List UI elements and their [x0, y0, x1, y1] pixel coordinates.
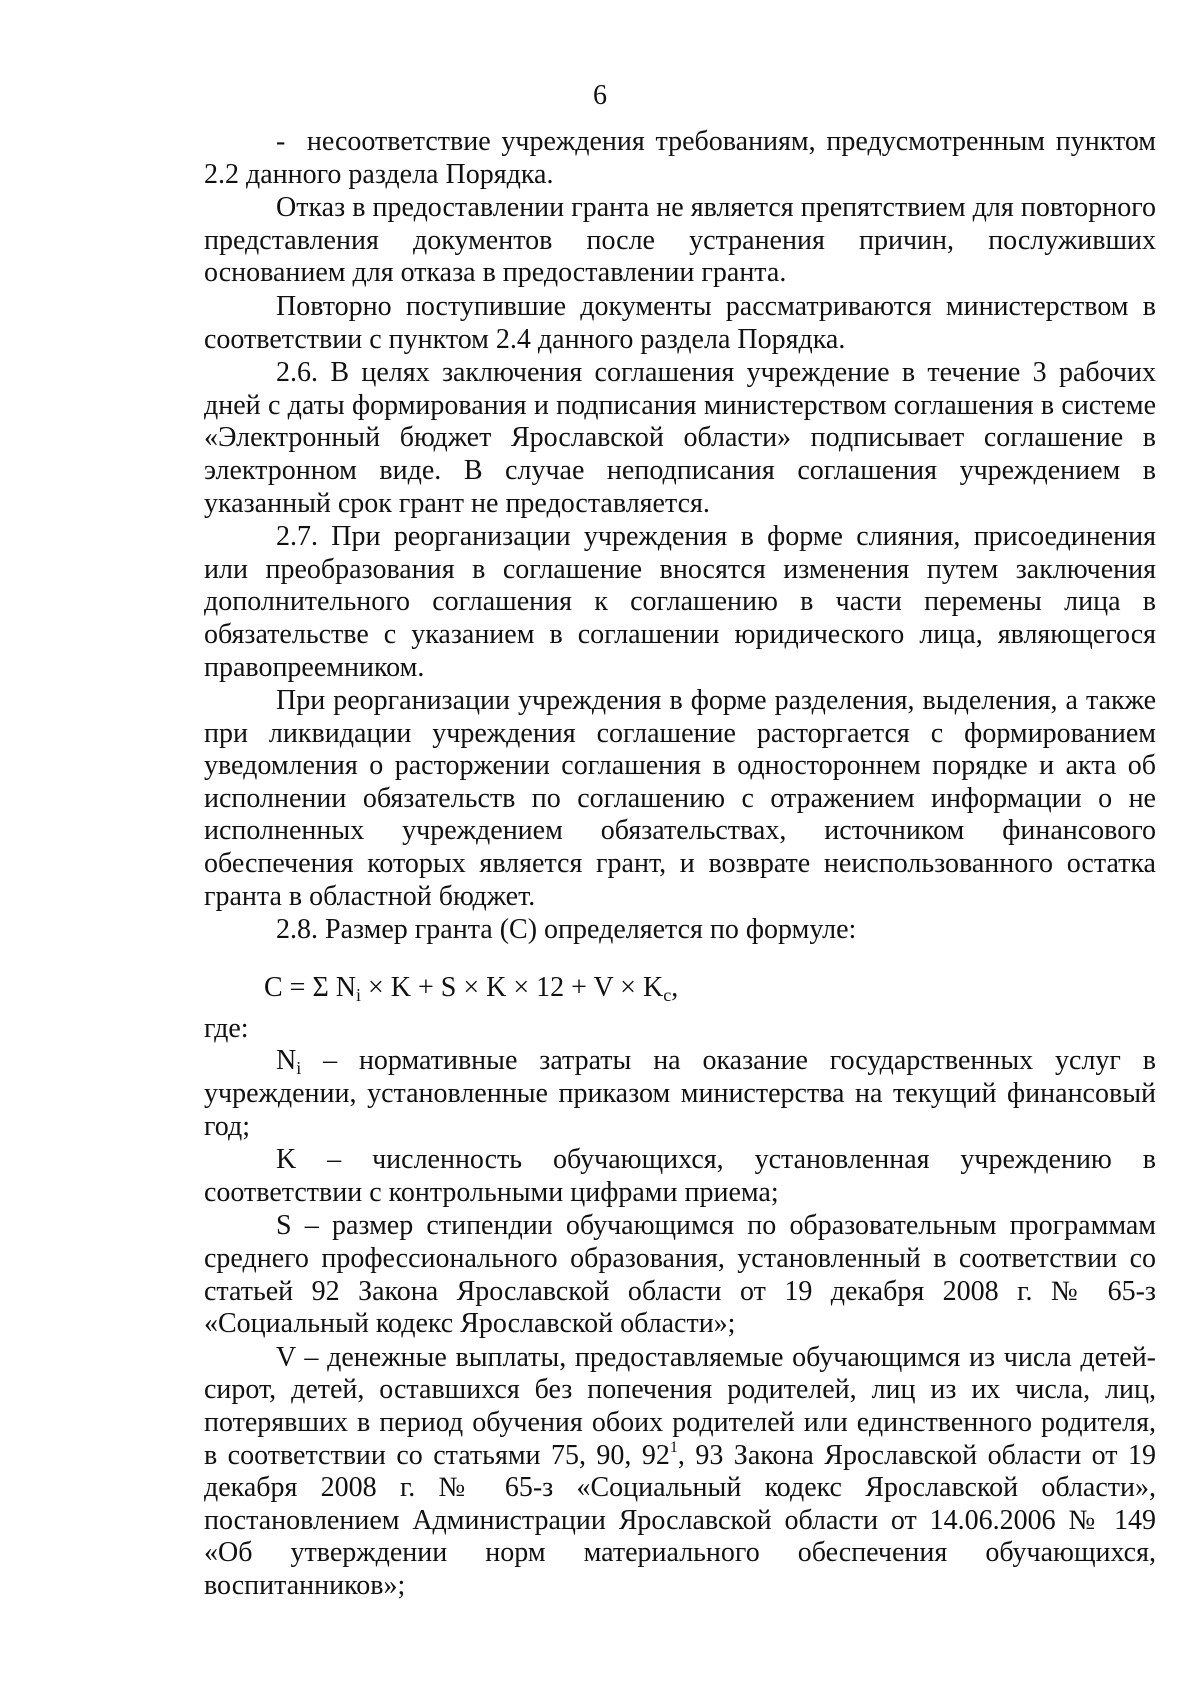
- paragraph-2-6: 2.6. В целях заключения соглашения учреждение в течение 3 рабочих дней с даты формирования и подписания министерством соглашения в системе «Электронный бюджет Ярославской области» подписывает соглашение в электронном виде. В случае неподписания соглашения учреждением в указанный срок грант не предоставляется.: [204, 357, 1156, 519]
- paragraph-mismatch: - несоответствие учреждения требованиям, предусмотренным пунктом 2.2 данного раздела Порядка.: [204, 126, 1156, 190]
- paragraph-liquidation: При реорганизации учреждения в форме разделения, выделения, а также при ликвидации учреждения соглашение расторгается с формированием уведомления о расторжении соглашения в одностороннем порядке и акта об исполнении обязательств по соглашению с отражением информации о не исполненных учреждением обязательствах, источником финансового обеспечения которых является грант, и возврате неиспользованного остатка гранта в областной бюджет.: [204, 685, 1156, 912]
- paragraph-2-7: 2.7. При реорганизации учреждения в форме слияния, присоединения или преобразования в соглашение вносятся изменения путем заключения дополнительного соглашения к соглашению в части перемены лица в обязательстве с указанием в соглашении юридического лица, являющегося правопреемником.: [204, 521, 1156, 683]
- where-label: где:: [204, 1012, 249, 1044]
- paragraph-2-8: 2.8. Размер гранта (С) определяется по формуле:: [276, 914, 857, 946]
- definition-k: K – численность обучающихся, установленная учреждению в соответствии с контрольными цифрами приема;: [204, 1144, 1156, 1208]
- document-body: [204, 126, 1156, 1603]
- paragraph-refusal: Отказ в предоставлении гранта не является препятствием для повторного представления документов после устранения причин, послуживших основанием для отказа в предоставлении гранта.: [204, 192, 1156, 289]
- paragraph-resubmission: Повторно поступившие документы рассматриваются министерством в соответствии с пунктом 2.4 данного раздела Порядка.: [204, 290, 1156, 355]
- page-number: 6: [593, 80, 607, 111]
- grant-formula: С = Σ $N_i \times K + S \times K \times 12 + V \times K_c$,: [264, 971, 679, 1005]
- definition-s: S – размер стипендии обучающимся по образовательным программам среднего профессионального образования, установленный в соответствии со статьей 92 Закона Ярославской области от 19 декабря 2008 г. № 65-з «Социальный кодекс Ярославской области»;: [204, 1210, 1156, 1340]
- definition-v: V – денежные выплаты, предоставляемые обучающимся из числа детей-сирот, детей, оставшихся без попечения родителей, лиц из их числа, лиц, потерявших в период обучения обоих родителей или единственного родителя, в соответствии со статьями 75, 90, $92^1$, 93 Закона Ярославской области от 19 декабря 2008 г. № 65-з «Социальный кодекс Ярославской области», постановлением Администрации Ярославской области от 14.06.2006 № 149 «Об утверждении норм материального обеспечения обучающихся, воспитанников»;: [204, 1341, 1156, 1601]
- definition-ni: $N_i$ – нормативные затраты на оказание государственных услуг в учреждении, установленные приказом министерства на текущий финансовый год;: [204, 1045, 1156, 1142]
